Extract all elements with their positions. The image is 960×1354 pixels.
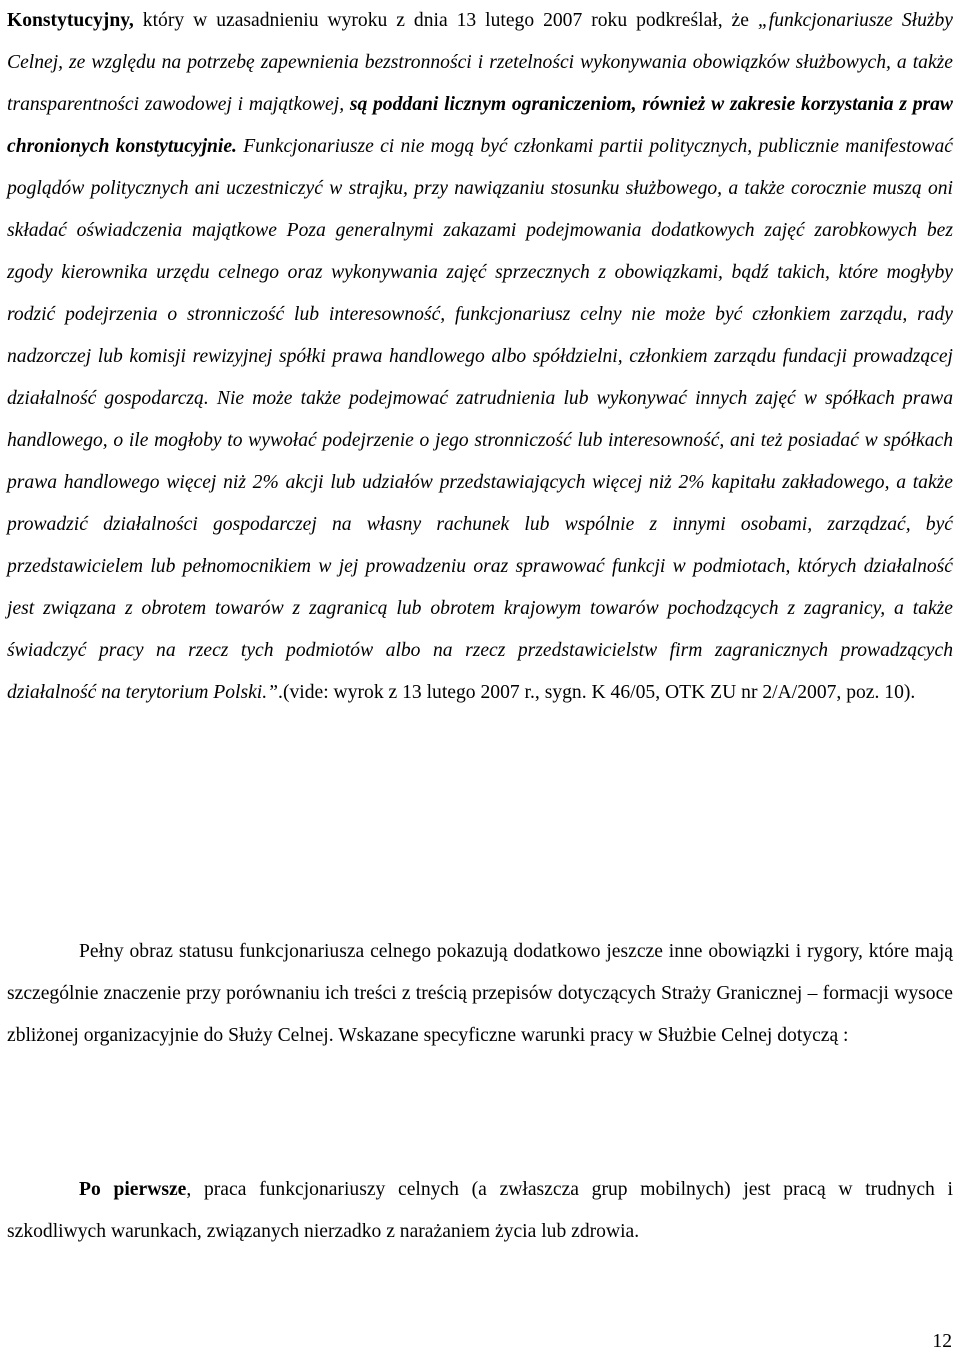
quote-italic-continuation: Funkcjonariusze ci nie mogą być członkami partii politycznych, publicznie manifestować poglądów politycznych ani uczestniczyć w strajku, przy nawiązaniu stosunku służbowego, a także corocznie muszą oni składać oświadczenia majątkowe Poza generalnymi zakazami podejmowania dodatkowych zajęć zarobkowych bez zgody kierownika urzędu celnego oraz wykonywania zajęć sprzecznych z obowiązkami, bądź takich, które mogłyby rodzić podejrzenia o stronniczość lub interesowność, funkcjonariusz celny nie może być członkiem zarządu, rady nadzorczej lub komisji rewizyjnej spółki prawa handlowego albo spółdzielni, członkiem zarządu fundacji prowadzącej działalność gospodarczą. Nie może także podejmować zatrudnienia lub wykonywać innych zajęć w spółkach prawa handlowego, o ile mogłoby to wywołać podejrzenie o jego stronniczość lub interesowność, ani też posiadać w spółkach prawa handlowego więcej niż 2% akcji lub udziałów przedstawiających więcej niż 2% kapitału zakładowego, a także prowadzić działalności gospodarczej na własny rachunek lub wspólnie z innymi osobami, zarządzać, być przedstawicielem lub pełnomocnikiem w jej prowadzeniu oraz sprawować funkcji w podmiotach, których działalność jest związana z obrotem towarów z zagranicą lub obrotem krajowym towarów pochodzących z zagranicy, a także świadczyć pracy na rzecz tych podmiotów albo na rzecz przedstawicielstw firm zagranicznych prowadzących działalność na terytorium Polski.” [7,136,953,703]
quote-italic-text: „funkcjonariusze Służby Celnej, ze względu na potrzebę zapewnienia bezstronności i rzetelności wykonywania obowiązków służbowych, a także transparentności zawodowej i majątkowej, [7,10,953,115]
intro-text: który w uzasadnieniu wyroku z dnia 13 lutego 2007 roku podkreślał, że [133,10,758,31]
paragraph-status-overview [7,931,953,1057]
paragraph-first-point [7,1169,953,1253]
page-number: 12 [932,1331,952,1352]
document-page [7,0,954,1242]
paragraph-text: , praca funkcjonariuszy celnych (a zwłaszcza grup mobilnych) jest pracą w trudnych i szkodliwych warunkach, związanych nierzadko z narażaniem życia lub zdrowia. [7,1179,953,1242]
lead-bold-text: Konstytucyjny, [7,10,134,31]
lead-bold-text: Po pierwsze [79,1179,187,1200]
citation-text: .(vide: wyrok z 13 lutego 2007 r., sygn. K 46/05, OTK ZU nr 2/A/2007, poz. 10). [278,682,916,703]
quote-bold-italic-text: są poddani licznym ograniczeniom, również w zakresie korzystania z praw chronionych konstytucyjnie. [7,94,954,157]
paragraph-court-quote [7,0,953,714]
paragraph-text: Pełny obraz statusu funkcjonariusza celnego pokazują dodatkowo jeszcze inne obowiązki i rygory, które mają szczególnie znaczenie przy porównaniu ich treści z treścią przepisów dotyczących Straży Granicznej – formacji wysoce zbliżonej organizacyjnie do Służy Celnej. Wskazane specyficzne warunki pracy w Służbie Celnej dotyczą : [7,941,953,1046]
